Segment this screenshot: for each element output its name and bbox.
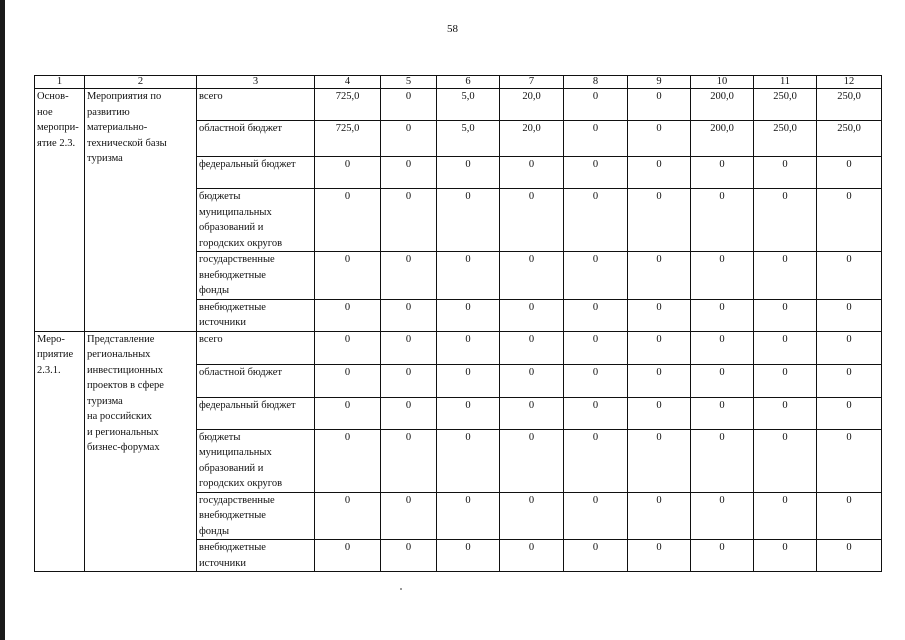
column-number: 7 [500,76,564,89]
amount-cell: 0 [817,540,882,572]
amount-cell: 0 [437,252,500,300]
amount-cell: 0 [817,364,882,397]
amount-cell: 0 [817,331,882,364]
column-number: 6 [437,76,500,89]
amount-cell: 0 [691,429,754,492]
amount-cell: 0 [315,299,381,331]
amount-cell: 250,0 [754,89,817,121]
amount-cell: 5,0 [437,121,500,157]
amount-cell: 0 [381,299,437,331]
amount-cell: 0 [817,189,882,252]
amount-cell: 250,0 [817,121,882,157]
amount-cell: 0 [817,429,882,492]
amount-cell: 725,0 [315,89,381,121]
amount-cell: 0 [628,189,691,252]
amount-cell: 0 [817,157,882,189]
amount-cell: 0 [381,157,437,189]
amount-cell: 0 [381,429,437,492]
amount-cell: 0 [315,540,381,572]
amount-cell: 0 [691,252,754,300]
amount-cell: 0 [500,397,564,429]
amount-cell: 0 [381,364,437,397]
funding-source: областной бюджет [197,364,315,397]
amount-cell: 0 [564,89,628,121]
amount-cell: 0 [628,331,691,364]
scan-edge [0,0,5,640]
amount-cell: 0 [754,252,817,300]
scan-speck [400,588,402,590]
amount-cell: 0 [754,189,817,252]
funding-source: федеральный бюджет [197,397,315,429]
amount-cell: 0 [381,252,437,300]
funding-source: областной бюджет [197,121,315,157]
amount-cell: 250,0 [817,89,882,121]
amount-cell: 0 [315,252,381,300]
table-row [35,89,882,121]
amount-cell: 0 [564,429,628,492]
amount-cell: 0 [381,397,437,429]
amount-cell: 0 [564,252,628,300]
amount-cell: 0 [315,397,381,429]
amount-cell: 0 [500,252,564,300]
amount-cell: 0 [691,492,754,540]
amount-cell: 0 [817,397,882,429]
amount-cell: 0 [500,299,564,331]
amount-cell: 0 [564,157,628,189]
column-number: 10 [691,76,754,89]
funding-source: всего [197,331,315,364]
column-number: 9 [628,76,691,89]
page-number: 58 [447,23,458,35]
amount-cell: 0 [691,397,754,429]
amount-cell: 20,0 [500,121,564,157]
amount-cell: 0 [500,492,564,540]
amount-cell: 0 [628,121,691,157]
amount-cell: 0 [754,364,817,397]
amount-cell: 0 [691,189,754,252]
amount-cell: 0 [381,492,437,540]
measure-title: Представление региональных инвестиционных проектов в сфере туризма на российских и региональных бизнес-форумах [85,331,197,572]
amount-cell: 0 [315,157,381,189]
column-number: 3 [197,76,315,89]
amount-cell: 0 [315,429,381,492]
amount-cell: 0 [628,492,691,540]
measure-code: Меро- приятие 2.3.1. [35,331,85,572]
column-number: 12 [817,76,882,89]
funding-source: всего [197,89,315,121]
amount-cell: 0 [628,364,691,397]
amount-cell: 200,0 [691,121,754,157]
amount-cell: 0 [817,492,882,540]
column-number: 5 [381,76,437,89]
measure-code: Основ- ное меропри- ятие 2.3. [35,89,85,332]
amount-cell: 0 [754,299,817,331]
column-number: 11 [754,76,817,89]
amount-cell: 0 [564,299,628,331]
amount-cell: 0 [500,189,564,252]
amount-cell: 0 [628,299,691,331]
amount-cell: 0 [628,429,691,492]
amount-cell: 0 [381,89,437,121]
amount-cell: 0 [754,157,817,189]
amount-cell: 0 [564,189,628,252]
amount-cell: 0 [628,157,691,189]
amount-cell: 5,0 [437,89,500,121]
amount-cell: 0 [564,492,628,540]
amount-cell: 0 [691,331,754,364]
column-number: 1 [35,76,85,89]
amount-cell: 0 [315,492,381,540]
column-number: 4 [315,76,381,89]
amount-cell: 0 [754,397,817,429]
funding-source: бюджеты муниципальных образований и городских округов [197,189,315,252]
amount-cell: 0 [437,492,500,540]
amount-cell: 0 [817,252,882,300]
column-number-row [35,76,882,89]
column-number: 8 [564,76,628,89]
amount-cell: 0 [500,429,564,492]
amount-cell: 0 [564,331,628,364]
amount-cell: 0 [691,299,754,331]
funding-source: внебюджетные источники [197,299,315,331]
amount-cell: 0 [628,397,691,429]
amount-cell: 0 [437,299,500,331]
amount-cell: 0 [564,364,628,397]
amount-cell: 0 [500,157,564,189]
amount-cell: 0 [500,540,564,572]
amount-cell: 0 [754,492,817,540]
amount-cell: 0 [437,189,500,252]
amount-cell: 0 [437,540,500,572]
amount-cell: 0 [754,331,817,364]
amount-cell: 0 [754,540,817,572]
table-row [35,331,882,364]
amount-cell: 0 [381,540,437,572]
amount-cell: 0 [691,540,754,572]
amount-cell: 0 [437,157,500,189]
amount-cell: 0 [628,89,691,121]
amount-cell: 0 [564,540,628,572]
amount-cell: 0 [564,121,628,157]
funding-source: федеральный бюджет [197,157,315,189]
amount-cell: 725,0 [315,121,381,157]
amount-cell: 0 [437,364,500,397]
amount-cell: 0 [381,331,437,364]
budget-table [34,75,882,572]
amount-cell: 0 [315,331,381,364]
funding-source: бюджеты муниципальных образований и городских округов [197,429,315,492]
amount-cell: 0 [628,252,691,300]
amount-cell: 0 [437,331,500,364]
amount-cell: 0 [754,429,817,492]
amount-cell: 0 [691,157,754,189]
funding-source: государственные внебюджетные фонды [197,252,315,300]
amount-cell: 0 [381,121,437,157]
amount-cell: 0 [628,540,691,572]
funding-source: внебюджетные источники [197,540,315,572]
measure-title: Мероприятия по развитию материально- технической базы туризма [85,89,197,332]
amount-cell: 0 [437,397,500,429]
amount-cell: 0 [437,429,500,492]
amount-cell: 0 [315,364,381,397]
amount-cell: 0 [500,364,564,397]
funding-source: государственные внебюджетные фонды [197,492,315,540]
amount-cell: 0 [500,331,564,364]
amount-cell: 0 [691,364,754,397]
amount-cell: 20,0 [500,89,564,121]
amount-cell: 0 [381,189,437,252]
column-number: 2 [85,76,197,89]
amount-cell: 0 [817,299,882,331]
amount-cell: 200,0 [691,89,754,121]
amount-cell: 0 [315,189,381,252]
amount-cell: 250,0 [754,121,817,157]
amount-cell: 0 [564,397,628,429]
